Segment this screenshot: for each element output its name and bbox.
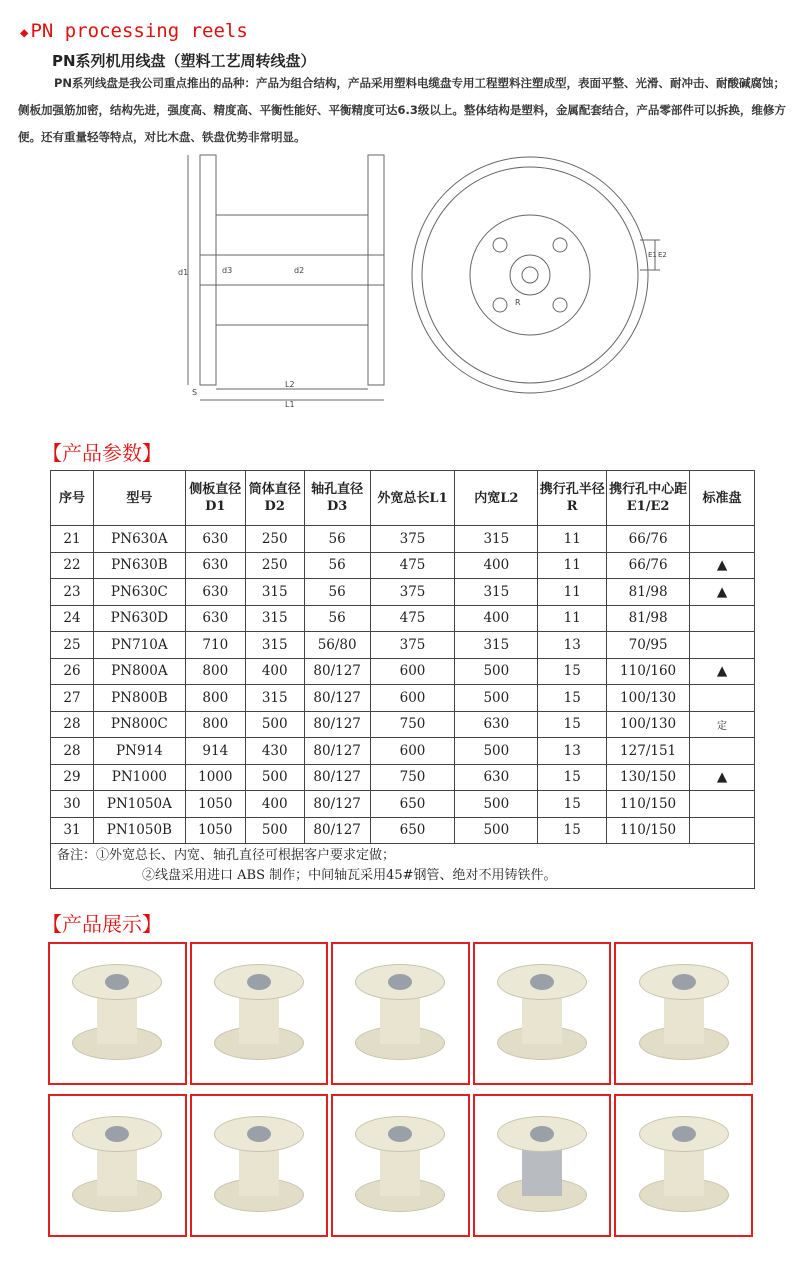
table-cell: 80/127 [304, 764, 370, 791]
table-cell: 100/130 [607, 685, 690, 712]
table-cell: 11 [538, 579, 607, 606]
table-cell: 400 [455, 552, 538, 579]
table-cell: 400 [245, 658, 304, 685]
table-cell: 500 [245, 764, 304, 791]
column-header: 标准盘 [690, 471, 755, 526]
table-cell: 630 [185, 605, 245, 632]
table-cell: 250 [245, 526, 304, 553]
table-cell: 11 [538, 605, 607, 632]
table-cell: 650 [370, 791, 455, 818]
table-cell: 1000 [185, 764, 245, 791]
params-heading: 【产品参数】 [42, 441, 162, 465]
table-cell: 13 [538, 738, 607, 765]
table-cell: 750 [370, 764, 455, 791]
table-cell: 315 [455, 526, 538, 553]
column-header: 内宽L2 [455, 471, 538, 526]
table-cell: ▲ [690, 579, 755, 606]
table-row [51, 817, 755, 844]
column-header: 型号 [93, 471, 185, 526]
table-row [51, 632, 755, 659]
table-cell: 15 [538, 658, 607, 685]
table-cell: 56/80 [304, 632, 370, 659]
svg-text:L2: L2 [285, 380, 295, 389]
table-cell: 914 [185, 738, 245, 765]
table-cell: 70/95 [607, 632, 690, 659]
table-cell: 500 [455, 738, 538, 765]
table-cell: PN914 [93, 738, 185, 765]
technical-drawing [170, 145, 670, 410]
table-row [51, 658, 755, 685]
reel-image [355, 964, 445, 1064]
description: PN系列线盘是我公司重点推出的品种：产品为组合结构，产品采用塑料电缆盘专用工程塑料注塑成型，表面平整、光滑、耐冲击、耐酸碱腐蚀；侧板加强筋加密，结构先进，强度高、精度高、平衡性能好、平衡精度可达6.3级以上。整体结构是塑料，金属配套结合，产品零部件可以拆换，维修方便。还有重量轻等特点，对比木盘、铁盘优势非常明显。 [18, 76, 786, 144]
table-cell: 80/127 [304, 685, 370, 712]
table-cell: ▲ [690, 764, 755, 791]
table-cell: 81/98 [607, 605, 690, 632]
table-cell: 13 [538, 632, 607, 659]
table-cell: 29 [51, 764, 94, 791]
table-cell: 600 [370, 658, 455, 685]
table-cell: 15 [538, 791, 607, 818]
table-cell: 110/150 [607, 791, 690, 818]
reel-image [72, 1116, 162, 1216]
table-cell: 500 [245, 711, 304, 738]
table-cell: 375 [370, 579, 455, 606]
table-cell [690, 685, 755, 712]
table-cell: 23 [51, 579, 94, 606]
table-row [51, 764, 755, 791]
table-cell: PN710A [93, 632, 185, 659]
table-cell: 800 [185, 658, 245, 685]
table-cell: 630 [185, 579, 245, 606]
table-cell: 15 [538, 817, 607, 844]
table-cell: 25 [51, 632, 94, 659]
table-cell: 110/150 [607, 817, 690, 844]
column-header: 携行孔半径R [538, 471, 607, 526]
table-cell: 15 [538, 764, 607, 791]
table-row [51, 552, 755, 579]
table-row [51, 605, 755, 632]
table-cell: 130/150 [607, 764, 690, 791]
product-photo [190, 1094, 329, 1237]
reel-image [497, 1116, 587, 1216]
front-view [412, 157, 667, 393]
table-cell: 80/127 [304, 738, 370, 765]
table-cell: PN630A [93, 526, 185, 553]
table-cell: PN1050A [93, 791, 185, 818]
svg-text:L1: L1 [285, 400, 295, 409]
table-row [51, 685, 755, 712]
table-cell [690, 817, 755, 844]
svg-text:S: S [192, 388, 198, 397]
table-cell: 127/151 [607, 738, 690, 765]
table-cell: 630 [185, 552, 245, 579]
table-cell: PN800A [93, 658, 185, 685]
table-cell: 24 [51, 605, 94, 632]
gallery-row [48, 942, 753, 1085]
table-cell [690, 526, 755, 553]
product-photo [614, 942, 753, 1085]
table-cell: 315 [245, 632, 304, 659]
column-header: 侧板直径D1 [185, 471, 245, 526]
table-cell: 66/76 [607, 526, 690, 553]
svg-text:d3: d3 [222, 266, 233, 275]
table-cell: 21 [51, 526, 94, 553]
product-photo [331, 1094, 470, 1237]
table-cell: 600 [370, 738, 455, 765]
table-cell: 26 [51, 658, 94, 685]
product-photo [190, 942, 329, 1085]
table-row [51, 791, 755, 818]
product-photo [48, 1094, 187, 1237]
column-header: 筒体直径D2 [245, 471, 304, 526]
table-cell: 375 [370, 632, 455, 659]
svg-text:d1: d1 [178, 268, 189, 277]
table-cell: 500 [245, 817, 304, 844]
column-header: 轴孔直径D3 [304, 471, 370, 526]
table-cell: 56 [304, 579, 370, 606]
table-cell: 27 [51, 685, 94, 712]
table-cell: 11 [538, 552, 607, 579]
column-header: 外宽总长L1 [370, 471, 455, 526]
table-cell: PN630C [93, 579, 185, 606]
table-cell: 315 [455, 579, 538, 606]
svg-text:E2: E2 [658, 251, 667, 259]
table-cell: 1050 [185, 791, 245, 818]
reel-image [639, 964, 729, 1064]
table-row [51, 738, 755, 765]
svg-text:E1: E1 [648, 251, 657, 259]
table-cell: 80/127 [304, 791, 370, 818]
table-cell: PN1050B [93, 817, 185, 844]
table-cell: 650 [370, 817, 455, 844]
table-cell: 375 [370, 526, 455, 553]
table-cell: ▲ [690, 658, 755, 685]
table-cell: 28 [51, 711, 94, 738]
table-cell: 80/127 [304, 658, 370, 685]
table-cell: 250 [245, 552, 304, 579]
table-cell: 500 [455, 817, 538, 844]
table-cell: 430 [245, 738, 304, 765]
table-cell: ▲ [690, 552, 755, 579]
side-view [178, 155, 384, 409]
table-cell: 31 [51, 817, 94, 844]
column-header: 序号 [51, 471, 94, 526]
table-cell: 80/127 [304, 817, 370, 844]
table-cell: 28 [51, 738, 94, 765]
table-cell: 400 [455, 605, 538, 632]
note-line: 备注：①外宽总长、内宽、轴孔直径可根据客户要求定做； [57, 848, 396, 863]
table-cell: 81/98 [607, 579, 690, 606]
gallery-row [48, 1094, 753, 1237]
table-cell: 11 [538, 526, 607, 553]
product-photo [48, 942, 187, 1085]
reel-image [72, 964, 162, 1064]
product-photo [473, 942, 612, 1085]
table-cell: 500 [455, 685, 538, 712]
table-cell: PN1000 [93, 764, 185, 791]
table-cell: 630 [455, 764, 538, 791]
diamond-icon: ◆ [20, 25, 29, 41]
table-row [51, 711, 755, 738]
subtitle: PN系列机用线盘（塑料工艺周转线盘） [52, 52, 316, 70]
gallery-heading: 【产品展示】 [42, 912, 162, 936]
table-cell: 400 [245, 791, 304, 818]
table-cell: 500 [455, 658, 538, 685]
table-cell [690, 791, 755, 818]
table-cell [690, 632, 755, 659]
table-cell: 630 [455, 711, 538, 738]
reel-image [639, 1116, 729, 1216]
reel-image [214, 1116, 304, 1216]
table-cell: 315 [245, 579, 304, 606]
table-cell: 定 [690, 711, 755, 738]
table-cell: 80/127 [304, 711, 370, 738]
table-cell: 56 [304, 605, 370, 632]
table-cell: 100/130 [607, 711, 690, 738]
table-cell: 800 [185, 685, 245, 712]
table-cell: 56 [304, 552, 370, 579]
table-cell: PN630D [93, 605, 185, 632]
table-note [51, 844, 755, 889]
note-line: ②线盘采用进口 ABS 制作；中间轴瓦采用45#钢管、绝对不用铸铁件。 [142, 868, 557, 883]
reel-image [355, 1116, 445, 1216]
table-row [51, 579, 755, 606]
table-cell: 800 [185, 711, 245, 738]
page-title: ◆ PN processing reels [20, 20, 248, 42]
column-header: 携行孔中心距E1/E2 [607, 471, 690, 526]
table-cell: 30 [51, 791, 94, 818]
table-cell: 315 [455, 632, 538, 659]
table-cell: 66/76 [607, 552, 690, 579]
params-table [50, 470, 755, 889]
table-cell: PN800B [93, 685, 185, 712]
table-cell: 750 [370, 711, 455, 738]
table-cell: 475 [370, 552, 455, 579]
table-cell: 710 [185, 632, 245, 659]
table-cell: 15 [538, 685, 607, 712]
table-cell: 315 [245, 685, 304, 712]
table-row [51, 526, 755, 553]
svg-text:R: R [515, 298, 521, 307]
table-cell: 22 [51, 552, 94, 579]
table-cell: 500 [455, 791, 538, 818]
table-cell [690, 738, 755, 765]
table-cell: 1050 [185, 817, 245, 844]
table-cell: 56 [304, 526, 370, 553]
product-photo [614, 1094, 753, 1237]
table-cell: PN630B [93, 552, 185, 579]
table-cell: 110/160 [607, 658, 690, 685]
svg-text:d2: d2 [294, 266, 305, 275]
table-cell: 475 [370, 605, 455, 632]
table-cell: 315 [245, 605, 304, 632]
product-photo [473, 1094, 612, 1237]
product-photo [331, 942, 470, 1085]
table-cell: 630 [185, 526, 245, 553]
table-cell: 600 [370, 685, 455, 712]
table-cell: PN800C [93, 711, 185, 738]
reel-image [497, 964, 587, 1064]
table-cell: 15 [538, 711, 607, 738]
reel-image [214, 964, 304, 1064]
table-cell [690, 605, 755, 632]
